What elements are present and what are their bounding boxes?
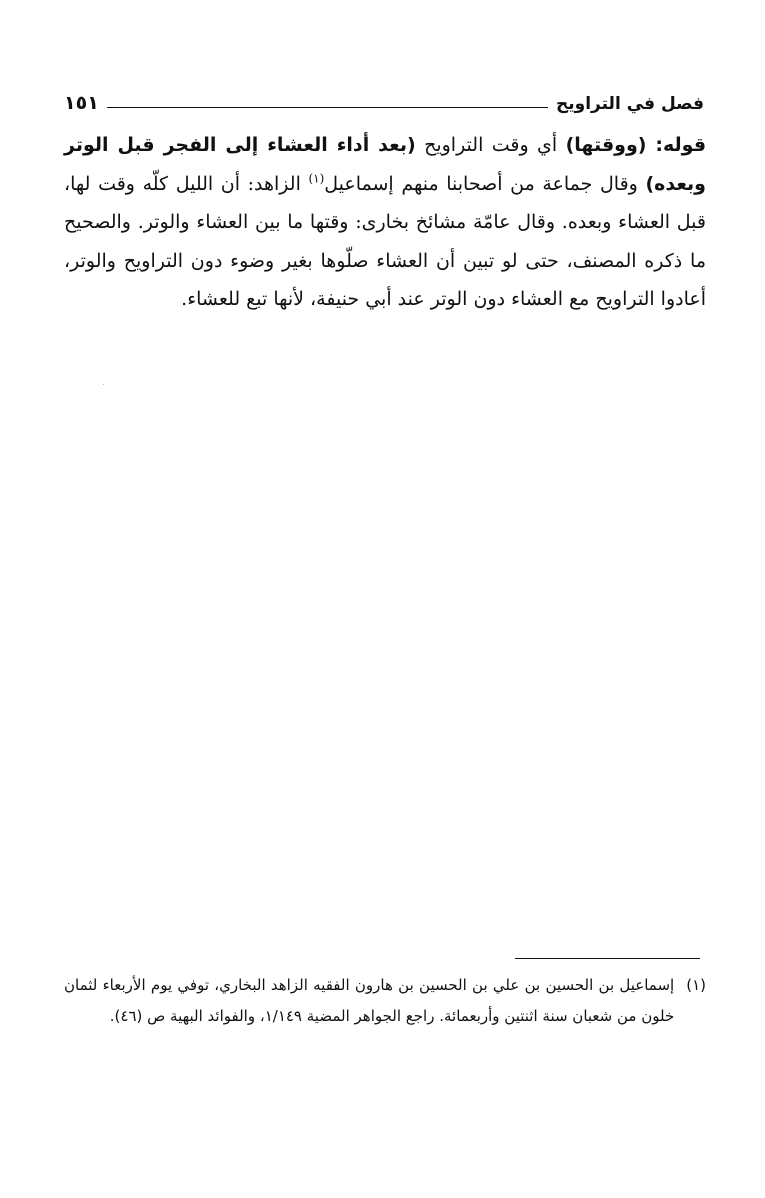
text-run: أي وقت التراويح [415,134,566,156]
keyword-phrase: (بعد أداء العشاء إلى الفجر قبل الوتر وبعده) [64,134,706,195]
footnotes [64,970,706,1032]
footnote-number: (١) [686,976,706,994]
text-run: الزاهد: أن الليل كلّه وقت لها، قبل العشاء وبعده. وقال عامّة مشائخ بخارى: وقتها ما بين العشاء والوتر. والصحيح ما ذكره المصنف، حتى لو تبين أن العشاء صلّوها بغير وضوء دون التراويح والوتر، أعادوا التراويح مع العشاء دون الوتر عند أبي حنيفة، لأنها تبع للعشاء. [64,172,706,310]
footnote-text: إسماعيل بن الحسين بن علي بن الحسين بن هارون الفقيه الزاهد البخاري، توفي يوم الأربعاء لثمان خلون من شعبان سنة اثنتين وأربعمائة. راجع الجواهر المضية ١/١٤٩، والفوائد البهية ص (٤٦). [64,976,675,1025]
page-header [64,84,704,114]
scan-speck [103,384,104,385]
main-paragraph [64,126,706,319]
footnote-reference: (١) [308,171,325,186]
footnote-separator [515,958,700,959]
page-number: ١٥١ [64,92,99,114]
running-title: فصل في التراويح [556,94,704,114]
keyword-phrase: قوله: (ووقتها) [565,134,707,156]
text-run: وقال جماعة من أصحابنا منهم إسماعيل [324,172,646,195]
footnote [64,970,706,1032]
main-text [64,126,706,319]
header-rule [107,107,548,108]
